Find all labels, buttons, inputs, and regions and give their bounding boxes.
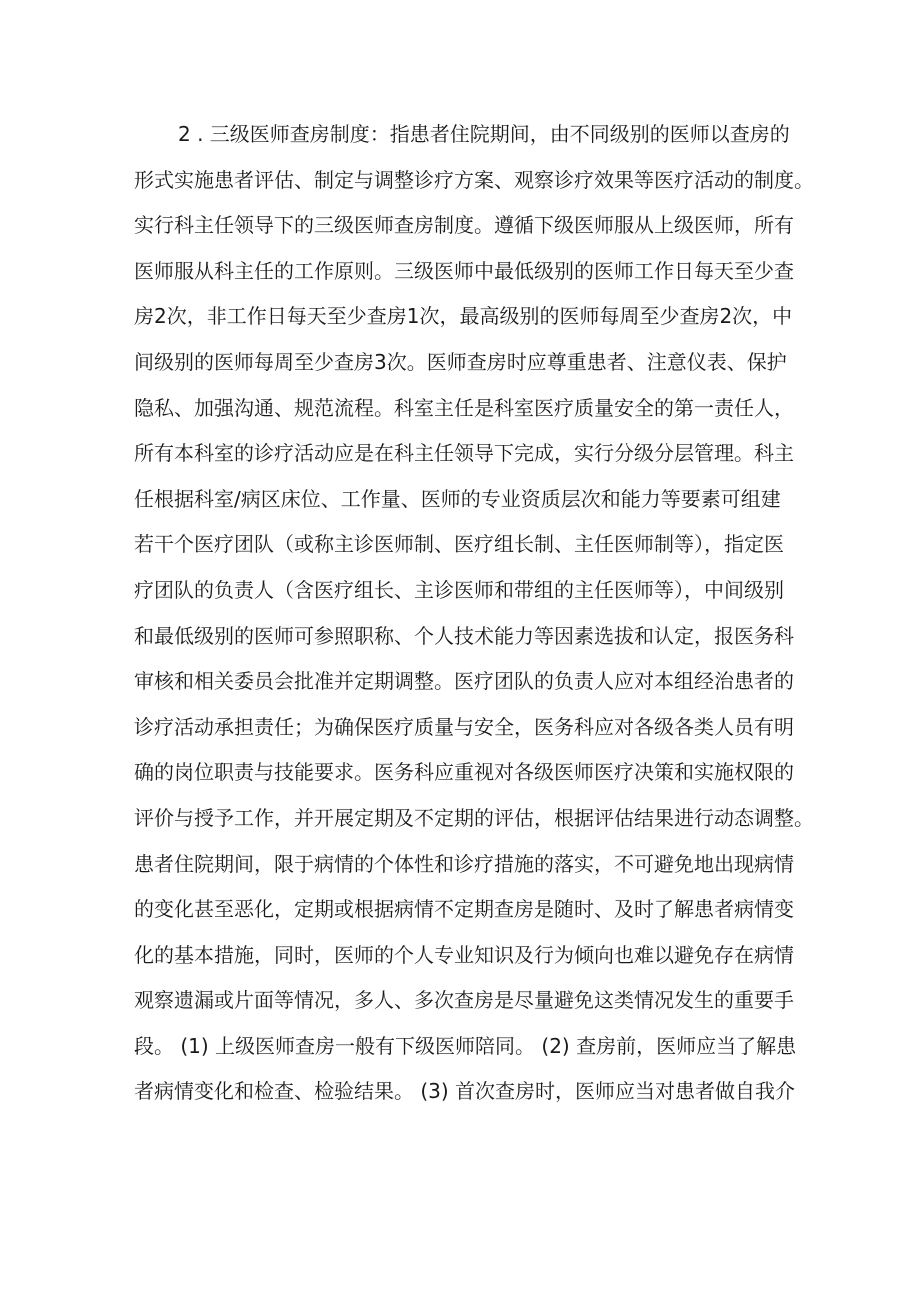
paragraph-line: 段。 (1) 上级医师查房一般有下级医师陪同。 (2) 查房前，医师应当了解患 [134,1033,797,1058]
paragraph-line: 患者住院期间，限于病情的个体性和诊疗措施的落实，不可避免地出现病情 [134,851,794,876]
paragraph-line: 任根据科室/病区床位、工作量、医师的专业资质层次和能力等要素可组建 [134,486,781,511]
paragraph-line: 医师服从科主任的工作原则。三级医师中最低级别的医师工作日每天至少查 [134,258,794,283]
paragraph-line: 诊疗活动承担责任；为确保医疗质量与安全，医务科应对各级各类人员有明 [134,714,794,739]
paragraph-line: 观察遗漏或片面等情况，多人、多次查房是尽量避免这类情况发生的重要手 [134,988,794,1013]
paragraph-line: 确的岗位职责与技能要求。医务科应重视对各级医师医疗决策和实施权限的 [134,760,794,785]
paragraph-line: 评价与授予工作，并开展定期及不定期的评估，根据评估结果进行动态调整。 [134,805,814,830]
paragraph-line: 间级别的医师每周至少查房3次。医师查房时应尊重患者、注意仪表、保护 [134,349,787,374]
paragraph-line: 疗团队的负责人（含医疗组长、主诊医师和带组的主任医师等），中间级别 [134,577,784,602]
paragraph-line: 实行科主任领导下的三级医师查房制度。遵循下级医师服从上级医师，所有 [134,213,794,238]
paragraph-line: 所有本科室的诊疗活动应是在科主任领导下完成，实行分级分层管理。科主 [134,441,794,466]
paragraph-line: 审核和相关委员会批准并定期调整。医疗团队的负责人应对本组经治患者的 [134,669,794,694]
paragraph-line: 化的基本措施，同时，医师的个人专业知识及行为倾向也难以避免存在病情 [134,942,794,967]
paragraph-line: 若干个医疗团队（或称主诊医师制、医疗组长制、主任医师制等），指定医 [134,532,784,557]
paragraph-line: 2 . 三级医师查房制度：指患者住院期间，由不同级别的医师以查房的 [178,122,790,146]
body-paragraph [134,112,814,1115]
paragraph-line: 和最低级别的医师可参照职称、个人技术能力等因素选拔和认定，报医务科 [134,623,794,648]
paragraph-line: 房2次，非工作日每天至少查房1次，最高级别的医师每周至少查房2次，中 [134,304,793,329]
paragraph-line: 者病情变化和检查、检验结果。 (3) 首次查房时，医师应当对患者做自我介 [134,1079,796,1104]
paragraph-line: 隐私、加强沟通、规范流程。科室主任是科室医疗质量安全的第一责任人， [134,395,794,420]
paragraph-line: 的变化甚至恶化，定期或根据病情不定期查房是随时、及时了解患者病情变 [134,897,794,922]
paragraph-line: 形式实施患者评估、制定与调整诊疗方案、观察诊疗效果等医疗活动的制度。 [134,167,814,192]
